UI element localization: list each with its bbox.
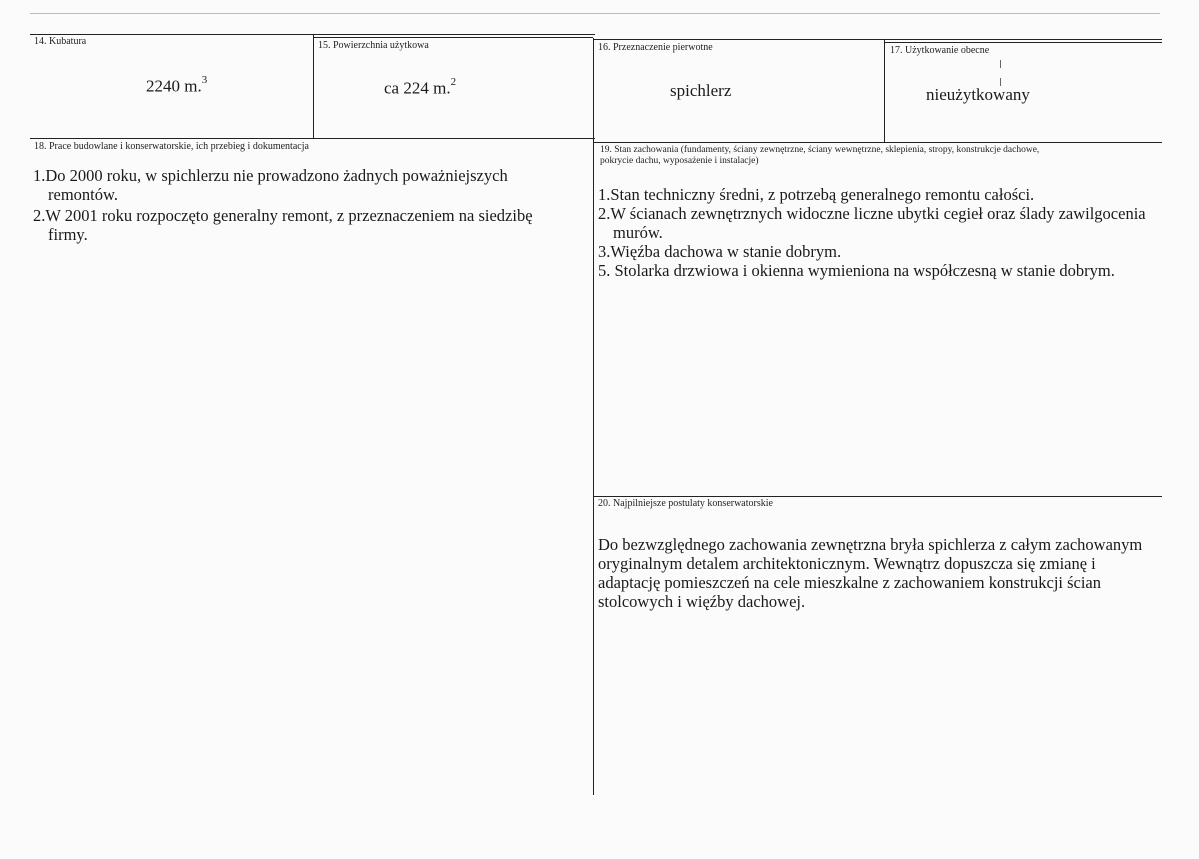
field-19-item: 5. Stolarka drzwiowa i okienna wymieniona na współczesną w stanie dobrym. bbox=[598, 261, 1115, 280]
row1-line-mid bbox=[313, 37, 593, 38]
field-14-label: 14. Kubatura bbox=[34, 36, 87, 47]
divider-14-15 bbox=[313, 35, 314, 139]
field-18-label: 18. Prace budowlane i konserwatorskie, ich przebieg i dokumentacja bbox=[34, 141, 309, 152]
field-16-value: spichlerz bbox=[670, 81, 732, 100]
field-17-value: nieużytkowany bbox=[926, 85, 1030, 104]
field-18-item: 1.Do 2000 roku, w spichlerzu nie prowadzono żadnych poważniejszych remontów. bbox=[33, 166, 508, 204]
field-14-value: 2240 m.$^3$ bbox=[146, 74, 208, 96]
divider-16-17 bbox=[884, 40, 885, 142]
field-20-label: 20. Najpilniejsze postulaty konserwatorskie bbox=[598, 498, 773, 509]
row2-line-left bbox=[30, 138, 595, 139]
top-edge-line bbox=[30, 13, 1160, 14]
field-19-text bbox=[598, 185, 1158, 280]
field-19-item: 2.W ścianach zewnętrznych widoczne liczne ubytki cegieł oraz ślady zawilgocenia murów. bbox=[598, 204, 1146, 242]
field-15-label: 15. Powierzchnia użytkowa bbox=[318, 40, 429, 51]
field-15-value: ca 224 m.$^2$ bbox=[384, 76, 457, 98]
field-18-text bbox=[33, 166, 573, 244]
row1-line-right bbox=[594, 39, 1162, 40]
field-19-label: 19. Stan zachowania (fundamenty, ściany zewnętrzne, ściany wewnętrzne, sklepienia, stropy, konstrukcje dachowe, pokrycie dachu, wyposażenie i instalacje) bbox=[600, 145, 1040, 166]
field-16-label: 16. Przeznaczenie pierwotne bbox=[598, 42, 713, 53]
field-20-text: Do bezwzględnego zachowania zewnętrzna bryła spichlerza z całym zachowanym oryginalnym detalem architektonicznym. Wewnątrz dopuszcza się zmianę i adaptację pomieszczeń na cele mieszkalne z zachowaniem konstrukcji ścian stolcowych i więźby dachowej. bbox=[598, 535, 1143, 611]
field-17-label: 17. Użytkowanie obecne bbox=[890, 45, 990, 56]
field-19-item: 3.Więźba dachowa w stanie dobrym. bbox=[598, 242, 842, 261]
scan-mark bbox=[1000, 60, 1001, 68]
field-19-item: 1.Stan techniczny średni, z potrzebą generalnego remontu całości. bbox=[598, 185, 1035, 204]
row2-line-right bbox=[594, 142, 1162, 143]
row3-line-right bbox=[594, 496, 1162, 497]
row1-line-far-right bbox=[884, 42, 1162, 43]
divider-main bbox=[593, 38, 594, 795]
field-18-item: 2.W 2001 roku rozpoczęto generalny remont, z przeznaczeniem na siedzibę firmy. bbox=[33, 206, 533, 244]
